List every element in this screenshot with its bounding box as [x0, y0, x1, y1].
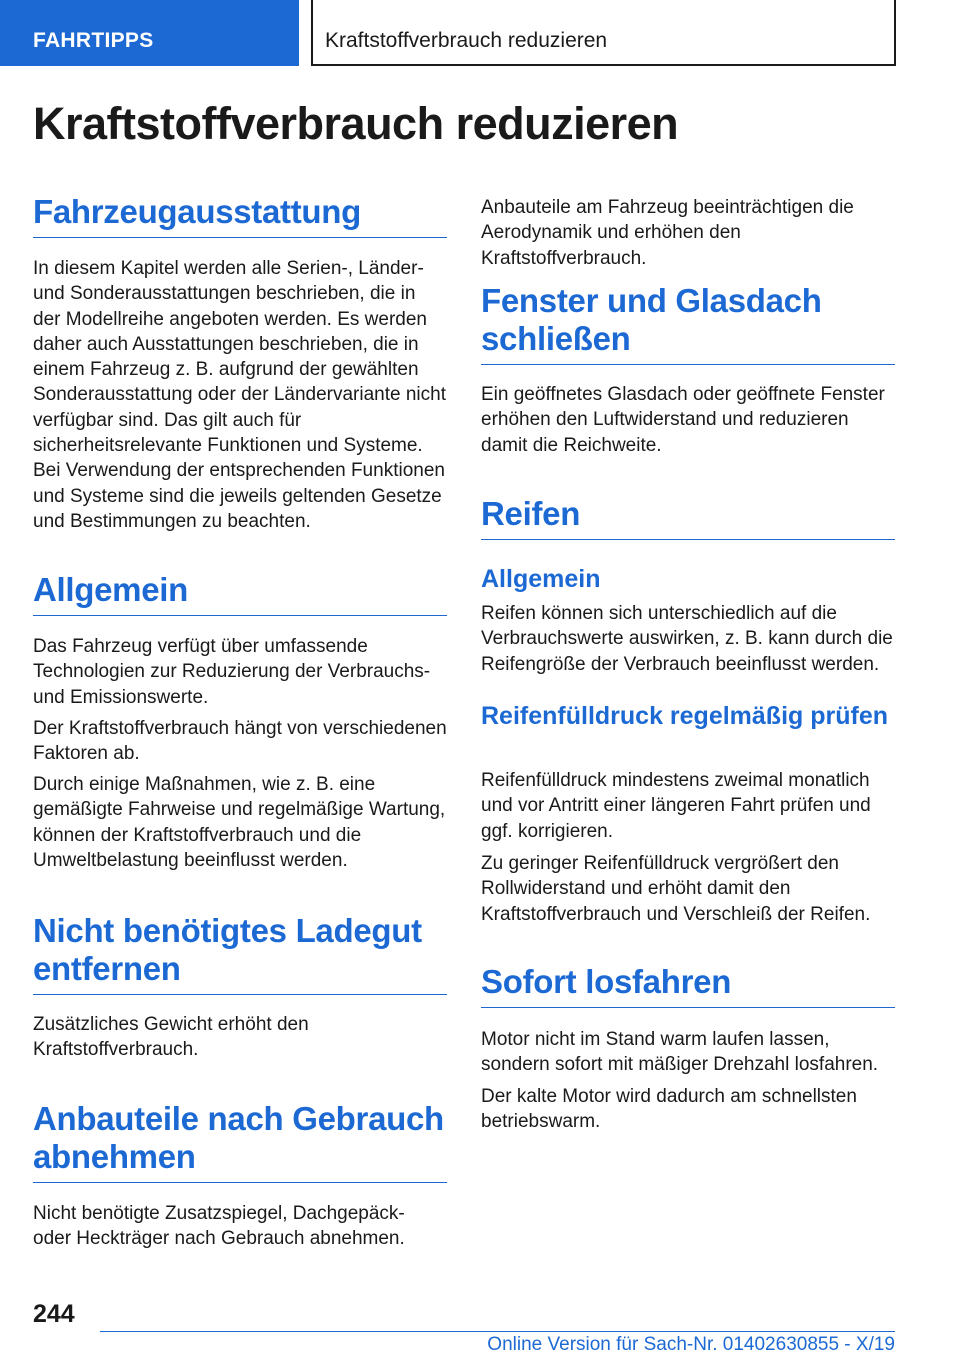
- paragraph-fahrzeugausstattung: In diesem Kapitel werden alle Serien-, Länder- und Sonderausstattungen beschrieben, die in der Modellreihe angeboten werden. Es werden daher auch Ausstattungen beschrieben, die in einem Fahrzeug z. B. aufgrund der gewählten Sonderausstattung oder der Ländervariante nicht verfügbar sind. Das gilt auch für sicherheitsrelevante Funktionen und Systeme. Bei Verwendung der entsprechenden Funktionen und Systeme sind die jeweils geltenden Gesetze und Bestimmungen zu beachten.: [33, 258, 446, 532]
- paragraph-sofort-2: Der kalte Motor wird dadurch am schnellsten betriebswarm.: [481, 1086, 857, 1133]
- chapter-title: Kraftstoffverbrauch reduzieren: [311, 0, 896, 66]
- section-tab: FAHRTIPPS: [0, 0, 299, 66]
- heading-anbauteile: Anbauteile nach Gebrauch abnehmen: [33, 1100, 447, 1183]
- heading-allgemein: Allgemein: [33, 571, 447, 616]
- paragraph-allgemein-3: Durch einige Maßnahmen, wie z. B. eine gemäßigte Fahrweise und regelmäßige Wartung, können der Kraftstoffverbrauch und die Umweltbelastung beeinflusst werden.: [33, 774, 446, 871]
- heading-sofort-losfahren: Sofort losfahren: [481, 963, 895, 1008]
- paragraph-reifenfuelldruck-2: Zu geringer Reifenfülldruck vergrößert den Rollwiderstand und erhöht damit den Kraftstoffverbrauch und Verschleiß der Reifen.: [481, 853, 871, 925]
- paragraph-ladegut: Zusätzliches Gewicht erhöht den Kraftstoffverbrauch.: [33, 1014, 309, 1061]
- page-header: [0, 0, 960, 66]
- paragraph-anbauteile-continued: Anbauteile am Fahrzeug beeinträchtigen die Aerodynamik und erhöhen den Kraftstoffverbrauch.: [481, 197, 854, 269]
- paragraph-allgemein-2: Der Kraftstoffverbrauch hängt von verschiedenen Faktoren ab.: [33, 718, 447, 765]
- paragraph-fenster: Ein geöffnetes Glasdach oder geöffnete Fenster erhöhen den Luftwiderstand und reduzieren damit die Reichweite.: [481, 384, 885, 456]
- paragraph-sofort-1: Motor nicht im Stand warm laufen lassen, sondern sofort mit mäßiger Drehzahl losfahren.: [481, 1029, 879, 1076]
- page-number: 244: [33, 1300, 75, 1328]
- online-version-note: Online Version für Sach-Nr. 01402630855 - X/19: [487, 1334, 895, 1355]
- paragraph-reifen-allgemein: Reifen können sich unterschiedlich auf die Verbrauchswerte auswirken, z. B. kann durch die Reifengröße der Verbrauch beeinflusst werden.: [481, 603, 893, 675]
- paragraph-reifenfuelldruck-1: Reifenfülldruck mindestens zweimal monatlich und vor Antritt einer längeren Fahrt prüfen und ggf. korrigieren.: [481, 770, 871, 842]
- heading-fenster: Fenster und Glasdach schließen: [481, 282, 895, 365]
- subheading-reifenfuelldruck: Reifenfülldruck regelmäßig prüfen: [481, 702, 889, 730]
- paragraph-anbauteile: Nicht benötigte Zusatzspiegel, Dachgepäck- oder Heckträger nach Gebrauch abnehmen.: [33, 1203, 405, 1250]
- footer-divider: [100, 1331, 895, 1332]
- subheading-reifen-allgemein: Allgemein: [481, 565, 601, 593]
- page-title: Kraftstoffverbrauch reduzieren: [33, 98, 679, 149]
- paragraph-allgemein-1: Das Fahrzeug verfügt über umfassende Technologien zur Reduzierung der Verbrauchs- und Emissionswerte.: [33, 636, 431, 708]
- heading-fahrzeugausstattung: Fahrzeugausstattung: [33, 193, 447, 238]
- heading-ladegut: Nicht benötigtes Ladegut entfernen: [33, 912, 447, 995]
- heading-reifen: Reifen: [481, 495, 895, 540]
